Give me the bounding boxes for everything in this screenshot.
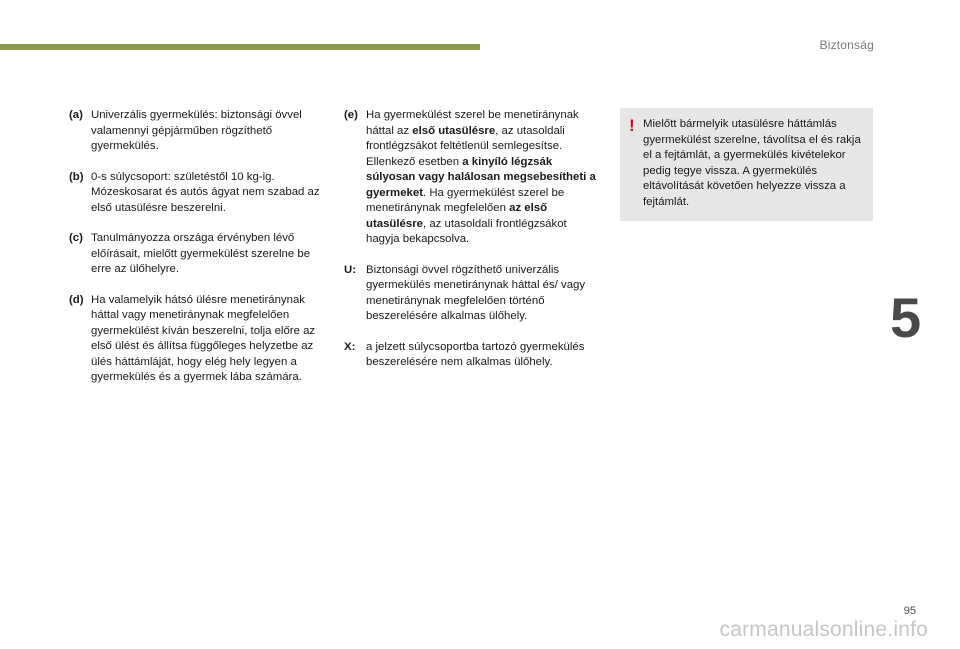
definition-u	[344, 263, 602, 325]
definition-x	[344, 340, 602, 371]
definition-c	[69, 231, 327, 278]
left-column	[69, 108, 327, 401]
definition-b	[69, 170, 327, 217]
emphasis-text: a kinyíló légzsák súlyosan vagy halálosan megsebesítheti a gyermeket	[366, 155, 596, 199]
definition-e	[344, 108, 602, 248]
definition-key: (c)	[69, 232, 83, 244]
emphasis-text: első utasülésre	[412, 124, 496, 137]
definition-d	[69, 293, 327, 386]
definition-text: Biztonsági övvel rögzíthető univerzális gyermekülés menetiránynak háttal és/ vagy menetiránynak megfelelően történő beszerelésére alkalmas ülőhely.	[366, 263, 586, 322]
definition-text: Univerzális gyermekülés: biztonsági övvel valamennyi gépjárműben rögzíthető gyermekülés.	[91, 109, 302, 152]
exclamation-icon: !	[629, 116, 635, 135]
definition-key: (a)	[69, 109, 83, 121]
middle-column	[344, 108, 602, 386]
definition-text: 0-s súlycsoport: születéstől 10 kg-ig. Mózeskosarat és autós ágyat nem szabad az első utasülésre beszerelni.	[91, 170, 320, 214]
definition-key: (b)	[69, 170, 84, 183]
definition-text: Tanulmányozza országa érvényben lévő előírásait, mielőtt gyermekülést szerelne be erre az ülőhelyre.	[91, 232, 311, 275]
watermark: carmanualsonline.info	[719, 618, 928, 641]
header-accent-bar	[0, 44, 480, 50]
definition-text: Ha valamelyik hátsó ülésre menetiránynak háttal vagy menetiránynak megfelelően gyermekülést kíván beszerelni, tolja előre az első ülést és állítsa függőleges helyzetbe az ülés háttámláját, hogy elég hely legyen a gyermekülés és a gyermek lába számára.	[91, 293, 316, 383]
emphasis-text: az első utasülésre	[366, 202, 548, 230]
definition-key: (d)	[69, 293, 84, 306]
page-number: 95	[903, 605, 916, 617]
chapter-number: 5	[890, 286, 922, 349]
definition-key: (e)	[344, 109, 358, 121]
section-title: Biztonság	[819, 38, 874, 52]
warning-text: Mielőtt bármelyik utasülésre háttámlás gyermekülést szerelne, távolítsa el és rakja el a fejtámlát, a gyermekülés kivételekor pedig tegye vissza. A gyermekülés eltávolítását követően helyezze vissza a fejtámlát.	[643, 118, 861, 208]
definition-text: a jelzett súlycsoportba tartozó gyermekülés beszerelésére nem alkalmas ülőhely.	[366, 340, 585, 368]
definition-text: Ha gyermekülést szerel be menetiránynak háttal az első utasülésre, az utasoldali frontlégzsákot feltétlenül semlegesítse. Ellenkező esetben a kinyíló légzsák súlyosan vagy halálosan megsebesítheti a gyermeket. Ha gyermekülést szerel be menetiránynak megfelelően az első utasülésre, az utasoldali frontlégzsákot hagyja bekapcsolva.	[366, 109, 596, 245]
definition-key: X:	[344, 340, 356, 353]
definition-a	[69, 108, 327, 155]
definition-key: U:	[344, 263, 357, 276]
warning-box	[620, 108, 873, 221]
